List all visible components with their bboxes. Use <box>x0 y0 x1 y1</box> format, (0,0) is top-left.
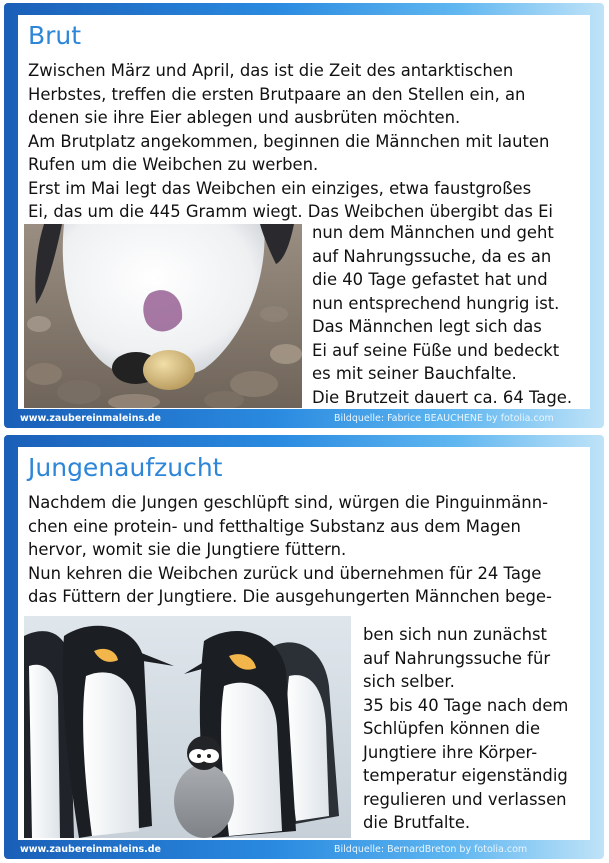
card-jungenaufzucht-content <box>18 447 590 840</box>
card-top-text: Zwischen März und April, das ist die Zeit des antarktischen Herbstes, treffen die ersten Brutpaare an den Stellen ein, an denen sie ihre Eier ablegen und ausbrüten möchten. Am Brutplatz angekommen, beginnen die Männchen mit lauten Rufen um die Weibchen zu werben. Erst im Mai legt das Weibchen ein einziges, etwa faustgroßes Ei, das um die 445 Gramm wiegt. Das Weibchen übergibt das Ei <box>28 61 553 221</box>
card-title: Brut <box>28 21 82 50</box>
penguin-egg-photo-icon <box>24 224 302 408</box>
card-side-text: ben sich nun zunächst auf Nahrungssuche für sich selber. 35 bis 40 Tage nach dem Schlüpfen können die Jungtiere ihre Körper- temperatur eigenständig regulieren und verlassen die Brutfalte. <box>363 625 569 832</box>
penguins-with-chick-photo-icon <box>24 616 351 838</box>
footer-website-link[interactable]: www.zaubereinmaleins.de <box>20 844 161 855</box>
card-brut-content <box>18 15 590 409</box>
card-top-text: Nachdem die Jungen geschlüpft sind, würgen die Pinguinmänn- chen eine protein- und fetthaltige Substanz aus dem Magen hervor, womit sie die Jungtiere füttern. Nun kehren die Weibchen zurück und übernehmen für 24 Tage das Füttern der Jungtiere. Die ausgehungerten Männchen bege- <box>28 493 552 606</box>
card-title: Jungenaufzucht <box>28 453 223 482</box>
card-jungenaufzucht <box>4 435 604 859</box>
footer-image-source: Bildquelle: Fabrice BEAUCHENE by fotolia.com <box>334 413 554 424</box>
card-side-text: nun dem Männchen und geht auf Nahrungssuche, da es an die 40 Tage gefastet hat und nun entsprechend hungrig ist. Das Männchen legt sich das Ei auf seine Füße und bedeckt es mit seiner Bauchfalte. Die Brutzeit dauert ca. 64 Tage. <box>312 223 573 407</box>
footer-website-link[interactable]: www.zaubereinmaleins.de <box>20 413 161 424</box>
card-brut <box>4 3 604 428</box>
footer-image-source: Bildquelle: BernardBreton by fotolia.com <box>334 844 528 855</box>
